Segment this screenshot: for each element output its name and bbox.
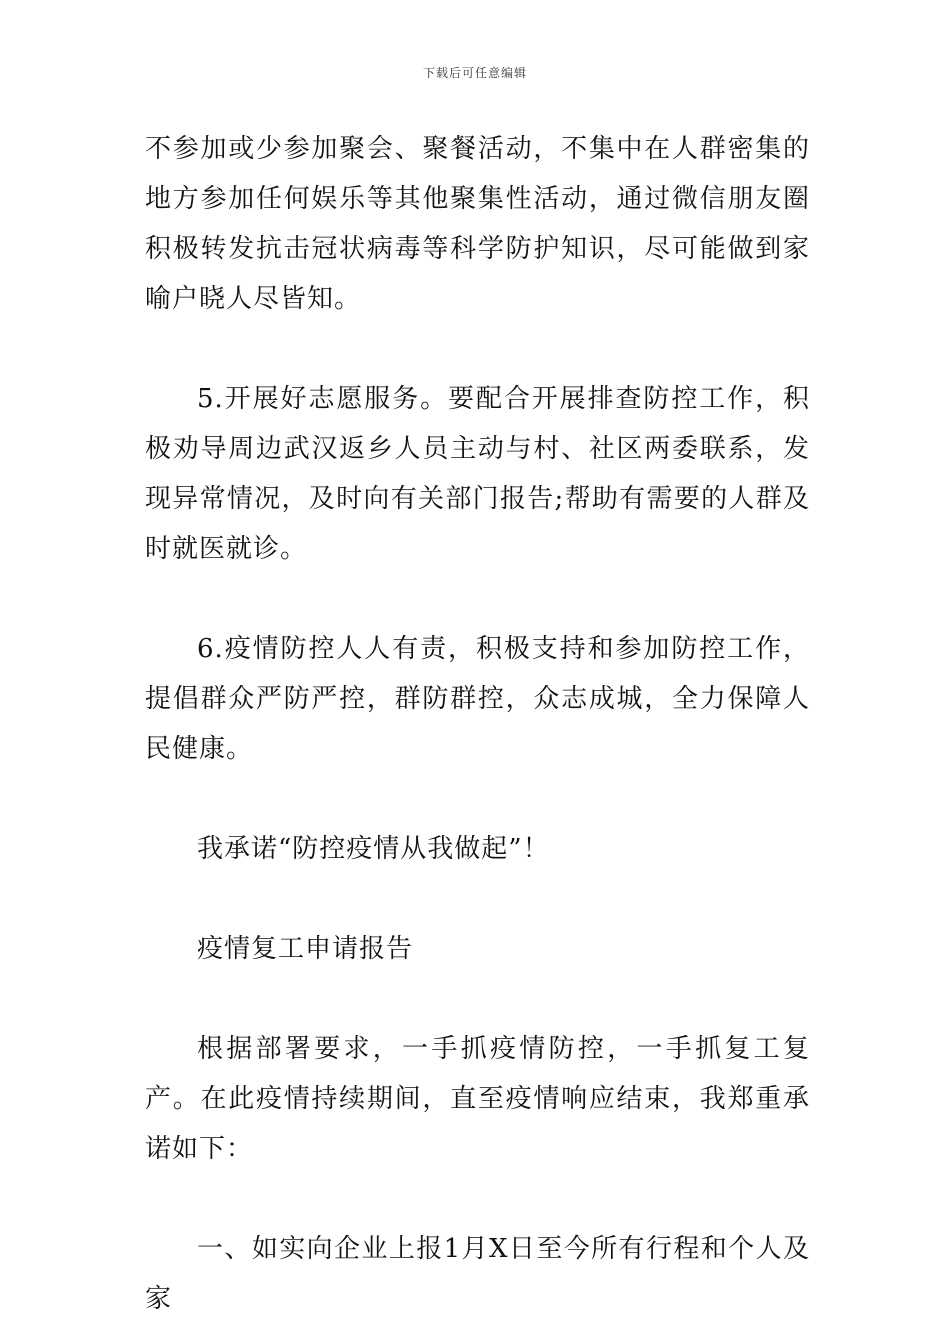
paragraph-intro: 根据部署要求，一手抓疫情防控，一手抓复工复产。在此疫情持续期间，直至疫情响应结束，我郑重承诺如下：	[145, 1034, 810, 1164]
paragraph-item-one: 一、如实向企业上报1月X日至今所有行程和个人及家	[145, 1234, 810, 1314]
paragraph-pledge: 我承诺“防控疫情从我做起”！	[197, 834, 550, 864]
paragraph-continuation: 不参加或少参加聚会、聚餐活动，不集中在人群密集的地方参加任何娱乐等其他聚集性活动，通过微信朋友圈积极转发抗击冠状病毒等科学防护知识，尽可能做到家喻户晓人尽皆知。	[145, 134, 810, 314]
paragraph-volunteer-service: 5.开展好志愿服务。要配合开展排查防控工作，积极劝导周边武汉返乡人员主动与村、社区两委联系，发现异常情况，及时向有关部门报告;帮助有需要的人群及时就医就诊。	[145, 384, 810, 564]
paragraph-gap	[145, 324, 810, 374]
document-body	[145, 124, 810, 1324]
paragraph-gap	[145, 974, 810, 1024]
paragraph-gap	[145, 874, 810, 924]
paragraph-shared-responsibility: 6.疫情防控人人有责，积极支持和参加防控工作，提倡群众严防严控，群防群控，众志成城，全力保障人民健康。	[145, 634, 810, 764]
paragraph-gap	[145, 1174, 810, 1224]
paragraph-gap	[145, 574, 810, 624]
paragraph-gap	[145, 774, 810, 824]
section-title: 疫情复工申请报告	[197, 934, 414, 964]
page-header-note: 下载后可任意编辑	[422, 66, 527, 80]
